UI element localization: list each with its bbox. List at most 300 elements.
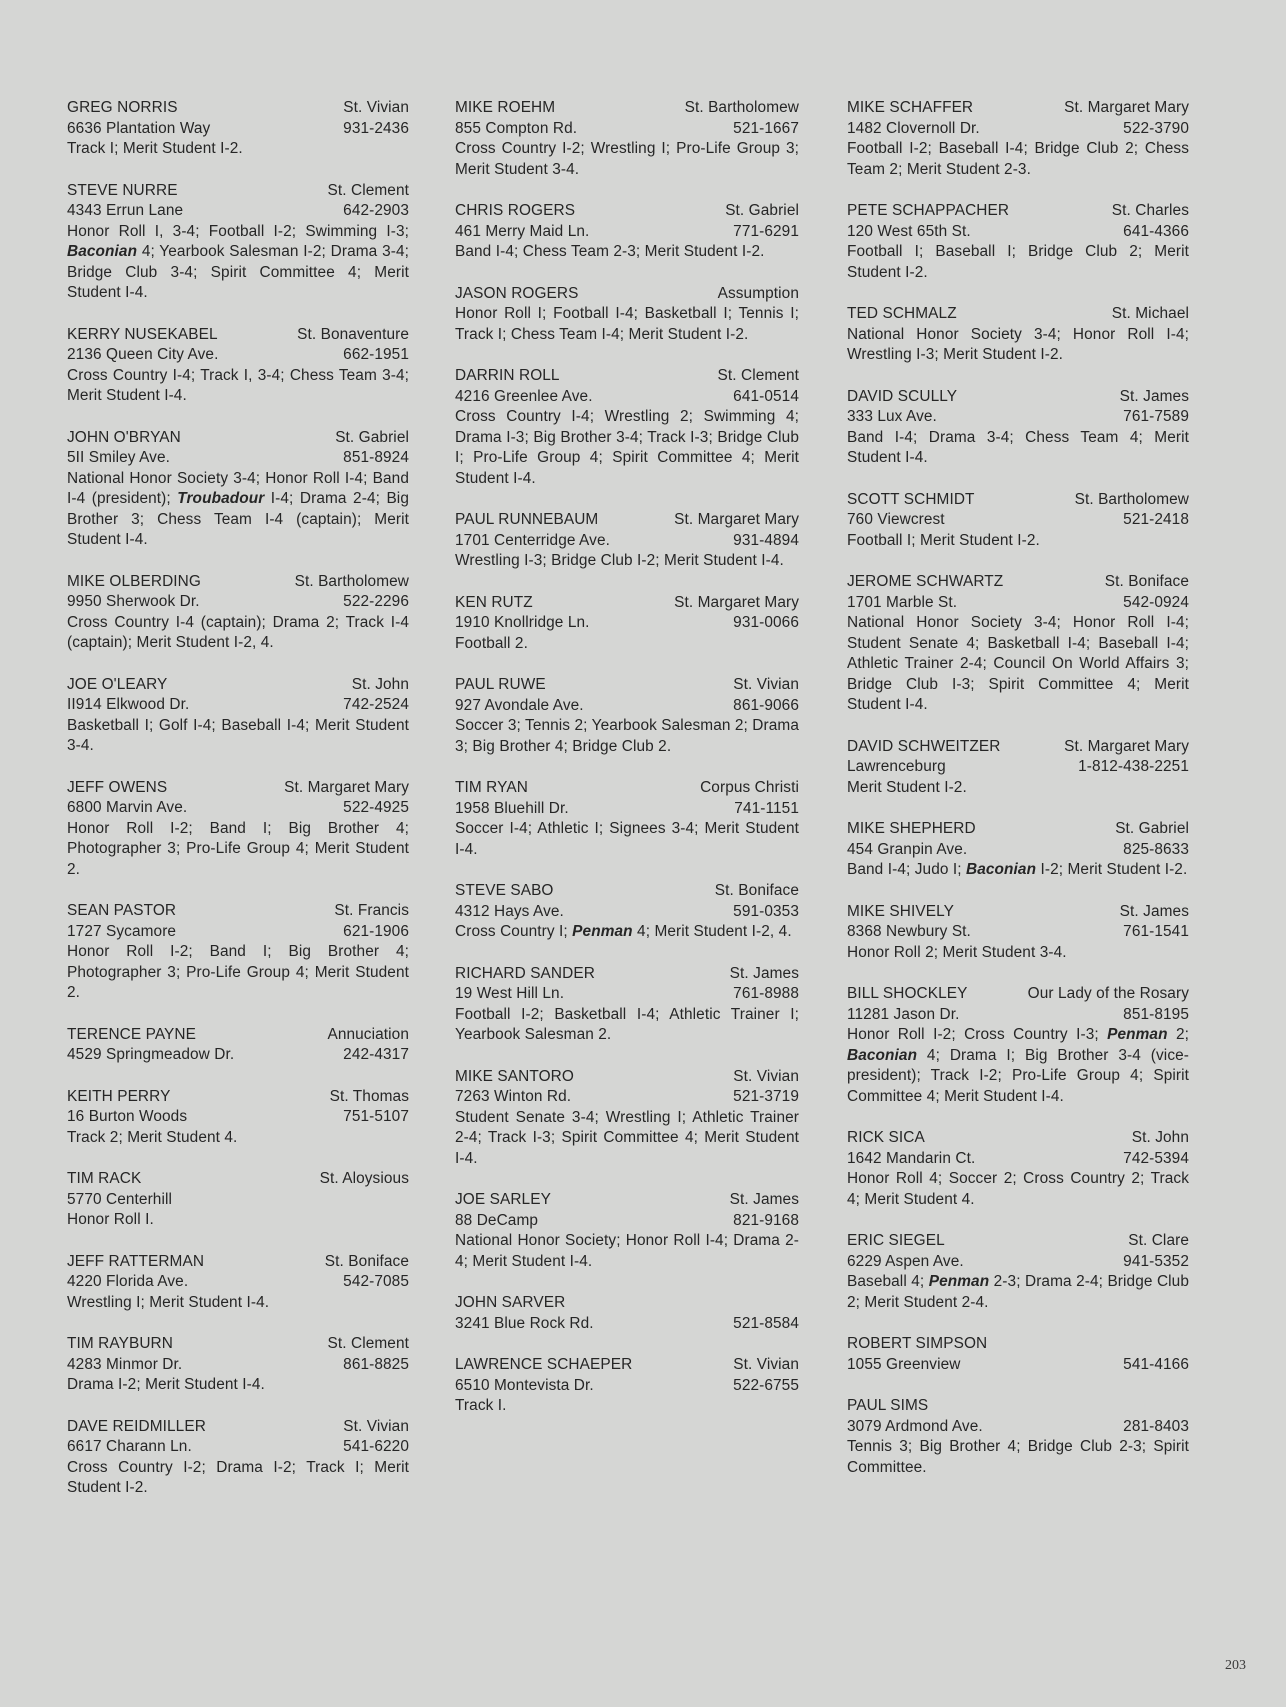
entry-line xyxy=(847,201,1189,222)
student-name: ERIC SIEGEL xyxy=(847,1232,945,1249)
student-entry xyxy=(847,819,1189,881)
street-address: 4312 Hays Ave. xyxy=(455,902,564,920)
entry-line xyxy=(455,696,799,717)
phone-number: 742-5394 xyxy=(1123,1149,1189,1167)
entry-line xyxy=(847,490,1189,511)
entry-line xyxy=(847,922,1189,943)
activities-list: Band I-4; Chess Team 2-3; Merit Student I-2. xyxy=(455,243,765,260)
phone-number: 642-2903 xyxy=(343,202,409,219)
activities-list: Wrestling I-3; Bridge Club I-2; Merit Student I-4. xyxy=(455,552,784,569)
entry-line xyxy=(67,901,409,922)
street-address: 11281 Jason Dr. xyxy=(847,1005,960,1023)
entry-line xyxy=(67,1437,409,1458)
phone-number: 821-9168 xyxy=(733,1211,799,1229)
street-address: 1958 Bluehill Dr. xyxy=(455,799,569,817)
activities-list: Wrestling I; Merit Student I-4. xyxy=(67,1293,270,1311)
street-address: Lawrenceburg xyxy=(847,758,946,775)
activities-list: National Honor Society; Honor Roll I-4; Drama 2-4; Merit Student I-4. xyxy=(455,1232,799,1270)
phone-number: 521-2418 xyxy=(1123,511,1189,528)
activities-list: Cross Country I; Penman 4; Merit Student I-2, 4. xyxy=(455,923,792,940)
street-address: 6510 Montevista Dr. xyxy=(455,1376,594,1394)
phone-number: 861-9066 xyxy=(733,696,799,714)
phone-number: 662-1951 xyxy=(343,346,409,363)
parish-name: St. John xyxy=(1131,1129,1189,1146)
student-entry xyxy=(455,778,799,860)
phone-number: 851-8924 xyxy=(343,449,409,466)
entry-line xyxy=(847,1149,1189,1170)
activities-list: Football 2. xyxy=(455,634,528,652)
street-address: 4216 Greenlee Ave. xyxy=(455,387,593,405)
parish-name: St. James xyxy=(1119,387,1189,405)
entry-line xyxy=(847,387,1189,408)
student-entry xyxy=(67,1087,409,1149)
parish-name: St. Boniface xyxy=(714,882,799,899)
entry-line xyxy=(67,1107,409,1128)
entry-line xyxy=(847,1334,1189,1355)
entry-line xyxy=(455,593,799,614)
parish-name: St. Clement xyxy=(717,367,799,384)
activities-list: Tennis 3; Big Brother 4; Bridge Club 2-3; Spirit Committee. xyxy=(847,1438,1189,1476)
entry-line xyxy=(455,1293,799,1314)
entry-line xyxy=(67,572,409,593)
student-name: TIM RACK xyxy=(67,1170,142,1187)
entry-line xyxy=(455,1376,799,1397)
student-name: JEROME SCHWARTZ xyxy=(847,573,1004,590)
parish-name: St. Michael xyxy=(1111,305,1189,322)
student-entry xyxy=(455,675,799,757)
activities-list: Basketball I; Golf I-4; Baseball I-4; Merit Student 3-4. xyxy=(67,716,409,754)
student-name: DAVID SCHWEITZER xyxy=(847,737,1001,755)
student-name: JOHN SARVER xyxy=(455,1294,566,1311)
student-name: ROBERT SIMPSON xyxy=(847,1335,988,1352)
phone-number: 522-6755 xyxy=(733,1376,799,1394)
entry-line xyxy=(847,984,1189,1005)
student-name: JASON ROGERS xyxy=(455,284,579,302)
parish-name: St. Thomas xyxy=(329,1087,409,1105)
activities-list: Football I-2; Baseball I-4; Bridge Club 2; Chess Team 2; Merit Student 2-3. xyxy=(847,140,1189,178)
street-address: 760 Viewcrest xyxy=(847,511,945,528)
student-entry xyxy=(67,572,409,654)
student-entry xyxy=(455,1190,799,1272)
parish-name: St. Vivian xyxy=(343,99,409,116)
phone-number: 522-2296 xyxy=(343,593,409,610)
activities-list: Football I; Baseball I; Bridge Club 2; Merit Student I-2. xyxy=(847,243,1189,281)
activities-list: National Honor Society 3-4; Honor Roll I-4; Band I-4 (president); Troubadour I-4; Drama 2-4; Big Brother 3; Chess Team I-4 (captain); Merit Student I-4. xyxy=(67,469,409,548)
parish-name: St. Gabriel xyxy=(725,202,799,219)
parish-name: St. Vivian xyxy=(733,1356,799,1373)
student-name: PAUL RUWE xyxy=(455,676,546,693)
entry-line xyxy=(847,222,1189,243)
entry-line xyxy=(67,448,409,469)
student-entry xyxy=(847,98,1189,180)
entry-line xyxy=(455,881,799,902)
parish-name: Corpus Christi xyxy=(700,779,799,796)
phone-number: 641-0514 xyxy=(733,387,799,405)
student-name: JOE O'LEARY xyxy=(67,675,168,693)
entry-line xyxy=(847,1355,1189,1376)
parish-name: St. Vivian xyxy=(733,676,799,693)
parish-name: St. Margaret Mary xyxy=(284,778,409,796)
entry-line xyxy=(847,119,1189,140)
student-entry xyxy=(455,964,799,1046)
entry-line xyxy=(847,407,1189,428)
street-address: 1701 Marble St. xyxy=(847,593,958,611)
entry-line xyxy=(455,902,799,923)
student-entry xyxy=(847,490,1189,552)
student-entry xyxy=(67,1334,409,1396)
parish-name: St. Margaret Mary xyxy=(674,593,799,611)
entry-line xyxy=(847,1417,1189,1438)
parish-name: St. James xyxy=(1119,902,1189,920)
student-name: MIKE OLBERDING xyxy=(67,572,201,590)
entry-line xyxy=(847,819,1189,840)
activities-list: Merit Student I-2. xyxy=(847,778,967,796)
student-name: KEN RUTZ xyxy=(455,593,533,611)
student-entry xyxy=(847,304,1189,366)
activities-list: Honor Roll I. xyxy=(67,1211,154,1228)
entry-line xyxy=(847,510,1189,531)
phone-number: 521-3719 xyxy=(733,1088,799,1105)
student-name: MIKE ROEHM xyxy=(455,99,556,116)
entry-line xyxy=(455,799,799,820)
activities-list: Honor Roll I-2; Band I; Big Brother 4; Photographer 3; Pro-Life Group 4; Merit Student 2. xyxy=(67,943,409,1001)
entry-line xyxy=(847,757,1189,778)
student-entry xyxy=(67,325,409,407)
student-name: RICHARD SANDER xyxy=(455,964,595,982)
entry-line xyxy=(455,984,799,1005)
street-address: 1482 Clovernoll Dr. xyxy=(847,119,980,137)
activities-list: Cross Country I-2; Wrestling I; Pro-Life Group 3; Merit Student 3-4. xyxy=(455,140,799,178)
student-name: JEFF RATTERMAN xyxy=(67,1252,205,1270)
phone-number: 521-1667 xyxy=(733,119,799,137)
entry-line xyxy=(67,1045,409,1066)
student-name: TIM RYAN xyxy=(455,779,528,796)
activities-list: Honor Roll I, 3-4; Football I-2; Swimming I-3; Baconian 4; Yearbook Salesman I-2; Drama 3-4; Bridge Club 3-4; Spirit Committee 4; Merit Student I-4. xyxy=(67,222,409,301)
entry-line xyxy=(847,98,1189,119)
entry-line xyxy=(847,593,1189,614)
student-entry xyxy=(67,778,409,881)
activities-list: Football I-2; Basketball I-4; Athletic Trainer I; Yearbook Salesman 2. xyxy=(455,1005,799,1043)
activities-list: Honor Roll I; Football I-4; Basketball I; Tennis I; Track I; Chess Team I-4; Merit Student I-2. xyxy=(455,305,799,343)
street-address: 7263 Winton Rd. xyxy=(455,1088,572,1105)
student-name: SCOTT SCHMIDT xyxy=(847,490,975,508)
street-address: 855 Compton Rd. xyxy=(455,119,578,137)
parish-name: St. Bartholomew xyxy=(1074,490,1189,508)
student-entry xyxy=(455,1293,799,1334)
student-name: KEITH PERRY xyxy=(67,1087,171,1105)
street-address: II914 Elkwood Dr. xyxy=(67,696,190,713)
parish-name: St. John xyxy=(351,675,409,693)
student-entry xyxy=(847,902,1189,964)
phone-number: 1-812-438-2251 xyxy=(1078,758,1189,775)
student-entry xyxy=(67,98,409,160)
entry-line xyxy=(67,1169,409,1190)
student-name: MIKE SCHAFFER xyxy=(847,99,974,116)
entry-line xyxy=(67,1252,409,1273)
entry-line xyxy=(67,201,409,222)
phone-number: 825-8633 xyxy=(1123,840,1189,858)
phone-number: 522-4925 xyxy=(343,799,409,816)
student-entry xyxy=(455,881,799,943)
street-address: 461 Merry Maid Ln. xyxy=(455,222,590,240)
student-name: KERRY NUSEKABEL xyxy=(67,325,218,343)
entry-line xyxy=(455,964,799,985)
student-entry xyxy=(847,1231,1189,1313)
phone-number: 931-4894 xyxy=(733,531,799,549)
activities-list: Cross Country I-4; Wrestling 2; Swimming 4; Drama I-3; Big Brother 3-4; Track I-3; Bridge Club I; Pro-Life Group 4; Spirit Committee 4; Merit Student I-4. xyxy=(455,408,799,487)
activities-list: Baseball 4; Penman 2-3; Drama 2-4; Bridge Club 2; Merit Student 2-4. xyxy=(847,1273,1190,1311)
activities-list: Cross Country I-4 (captain); Drama 2; Track I-4 (captain); Merit Student I-2, 4. xyxy=(67,613,409,651)
student-entry xyxy=(67,901,409,1004)
parish-name: St. Margaret Mary xyxy=(674,511,799,528)
street-address: 6636 Plantation Way xyxy=(67,119,211,137)
student-entry xyxy=(847,201,1189,283)
entry-line xyxy=(455,222,799,243)
parish-name: St. Charles xyxy=(1111,202,1189,219)
entry-line xyxy=(67,1417,409,1438)
entry-line xyxy=(67,922,409,943)
street-address: 4529 Springmeadow Dr. xyxy=(67,1046,235,1063)
entry-line xyxy=(847,304,1189,325)
activities-list: Honor Roll 2; Merit Student 3-4. xyxy=(847,943,1067,961)
student-name: TED SCHMALZ xyxy=(847,305,957,322)
phone-number: 742-2524 xyxy=(343,696,409,713)
student-entry xyxy=(455,98,799,180)
student-entry xyxy=(455,201,799,263)
entry-line xyxy=(455,119,799,140)
parish-name: St. Vivian xyxy=(343,1417,409,1435)
student-entry xyxy=(847,984,1189,1107)
activities-list: Football I; Merit Student I-2. xyxy=(847,531,1040,549)
column-2 xyxy=(455,98,799,1438)
street-address: 1910 Knollridge Ln. xyxy=(455,614,590,631)
activities-list: Band I-4; Judo I; Baconian I-2; Merit Student I-2. xyxy=(847,861,1188,878)
street-address: 1727 Sycamore xyxy=(67,922,177,940)
entry-line xyxy=(455,201,799,222)
student-name: PAUL RUNNEBAUM xyxy=(455,511,599,528)
entry-line xyxy=(67,428,409,449)
phone-number: 941-5352 xyxy=(1123,1252,1189,1270)
phone-number: 542-0924 xyxy=(1123,593,1189,611)
entry-line xyxy=(67,1025,409,1046)
entry-line xyxy=(455,98,799,119)
student-entry xyxy=(455,1355,799,1417)
entry-line xyxy=(67,325,409,346)
entry-line xyxy=(847,840,1189,861)
entry-line xyxy=(67,592,409,613)
phone-number: 621-1906 xyxy=(343,922,409,940)
phone-number: 521-8584 xyxy=(733,1314,799,1332)
street-address: 2136 Queen City Ave. xyxy=(67,346,219,363)
entry-line xyxy=(455,778,799,799)
phone-number: 242-4317 xyxy=(343,1046,409,1063)
activities-list: Honor Roll I-2; Cross Country I-3; Penman 2; Baconian 4; Drama I; Big Brother 3-4 (vice-president); Track I-2; Pro-Life Group 4; Spirit Committee 4; Merit Student I-4. xyxy=(847,1026,1189,1105)
entry-line xyxy=(67,1190,409,1211)
street-address: 1055 Greenview xyxy=(847,1355,961,1373)
student-name: DAVID SCULLY xyxy=(847,387,958,405)
phone-number: 761-1541 xyxy=(1123,923,1189,940)
student-name: BILL SHOCKLEY xyxy=(847,985,968,1002)
student-name: STEVE NURRE xyxy=(67,181,178,199)
street-address: 1701 Centerridge Ave. xyxy=(455,531,610,549)
entry-line xyxy=(67,695,409,716)
street-address: 8368 Newbury St. xyxy=(847,923,971,940)
activities-list: Cross Country I-4; Track I, 3-4; Chess Team 3-4; Merit Student I-4. xyxy=(67,366,409,404)
parish-name: St. Aloysious xyxy=(319,1170,409,1187)
parish-name: St. Boniface xyxy=(1104,573,1189,590)
street-address: 3079 Ardmond Ave. xyxy=(847,1417,983,1435)
student-name: STEVE SABO xyxy=(455,882,554,899)
parish-name: St. James xyxy=(729,964,799,982)
street-address: 3241 Blue Rock Rd. xyxy=(455,1314,594,1332)
student-entry xyxy=(67,1417,409,1499)
student-entry xyxy=(455,1067,799,1170)
activities-list: Soccer I-4; Athletic I; Signees 3-4; Merit Student I-4. xyxy=(455,820,799,858)
activities-list: Drama I-2; Merit Student I-4. xyxy=(67,1376,265,1393)
phone-number: 541-4166 xyxy=(1123,1355,1189,1373)
entry-line xyxy=(455,1190,799,1211)
phone-number: 761-7589 xyxy=(1123,408,1189,425)
student-entry xyxy=(67,181,409,304)
student-name: CHRIS ROGERS xyxy=(455,202,576,219)
street-address: 4343 Errun Lane xyxy=(67,202,184,219)
activities-list: Track I; Merit Student I-2. xyxy=(67,140,243,157)
student-name: SEAN PASTOR xyxy=(67,902,177,919)
entry-line xyxy=(67,119,409,140)
entry-line xyxy=(455,1355,799,1376)
entry-line xyxy=(455,613,799,634)
activities-list: National Honor Society 3-4; Honor Roll I-4; Student Senate 4; Basketball I-4; Baseball I-4; Athletic Trainer 2-4; Council On World Affairs 3; Bridge Club I-3; Spirit Committee 4; Merit Student I-4. xyxy=(847,614,1189,713)
parish-name: St. James xyxy=(729,1191,799,1208)
student-name: MIKE SHIVELY xyxy=(847,902,954,920)
activities-list: Soccer 3; Tennis 2; Yearbook Salesman 2; Drama 3; Big Brother 4; Bridge Club 2. xyxy=(455,717,799,755)
activities-list: Student Senate 3-4; Wrestling I; Athletic Trainer 2-4; Track I-3; Spirit Committee 4; Merit Student I-4. xyxy=(455,1108,799,1167)
student-name: DARRIN ROLL xyxy=(455,367,560,384)
phone-number: 541-6220 xyxy=(343,1438,409,1455)
student-entry xyxy=(455,366,799,489)
street-address: 927 Avondale Ave. xyxy=(455,696,584,714)
street-address: 6800 Marvin Ave. xyxy=(67,799,188,816)
entry-line xyxy=(67,675,409,696)
student-name: JOE SARLEY xyxy=(455,1191,551,1208)
student-entry xyxy=(847,572,1189,716)
parish-name: St. Vivian xyxy=(733,1067,799,1085)
student-name: DAVE REIDMILLER xyxy=(67,1417,206,1435)
student-entry xyxy=(847,1396,1189,1478)
column-3 xyxy=(847,98,1189,1499)
student-entry xyxy=(455,284,799,346)
parish-name: St. Margaret Mary xyxy=(1064,737,1189,755)
entry-line xyxy=(67,1334,409,1355)
student-name: JOHN O'BRYAN xyxy=(67,428,181,446)
phone-number: 931-2436 xyxy=(343,119,409,137)
student-entry xyxy=(67,1025,409,1066)
entry-line xyxy=(455,284,799,305)
student-entry xyxy=(847,1334,1189,1375)
student-entry xyxy=(847,737,1189,799)
entry-line xyxy=(455,1314,799,1335)
street-address: 6229 Aspen Ave. xyxy=(847,1252,964,1270)
student-name: RICK SICA xyxy=(847,1129,925,1146)
phone-number: 761-8988 xyxy=(733,985,799,1002)
parish-name: St. Boniface xyxy=(324,1252,409,1270)
student-name: PETE SCHAPPACHER xyxy=(847,202,1010,219)
entry-line xyxy=(847,1396,1189,1417)
phone-number: 931-0066 xyxy=(733,614,799,631)
phone-number: 751-5107 xyxy=(343,1108,409,1125)
phone-number: 851-8195 xyxy=(1123,1005,1189,1023)
street-address: 120 West 65th St. xyxy=(847,222,971,240)
activities-list: National Honor Society 3-4; Honor Roll I-4; Wrestling I-3; Merit Student I-2. xyxy=(847,325,1189,363)
street-address: 333 Lux Ave. xyxy=(847,408,937,425)
activities-list: Honor Roll I-2; Band I; Big Brother 4; Photographer 3; Pro-Life Group 4; Merit Student 2. xyxy=(67,819,409,878)
activities-list: Band I-4; Drama 3-4; Chess Team 4; Merit Student I-4. xyxy=(847,428,1189,466)
phone-number: 861-8825 xyxy=(343,1355,409,1373)
street-address: 16 Burton Woods xyxy=(67,1108,188,1125)
entry-line xyxy=(455,1211,799,1232)
student-entry xyxy=(847,1128,1189,1210)
student-entry xyxy=(67,1169,409,1231)
street-address: 454 Granpin Ave. xyxy=(847,840,968,858)
parish-name: St. Bartholomew xyxy=(294,572,409,590)
student-name: LAWRENCE SCHAEPER xyxy=(455,1356,633,1373)
parish-name: Annuciation xyxy=(327,1025,409,1043)
phone-number: 281-8403 xyxy=(1123,1417,1189,1435)
entry-line xyxy=(455,675,799,696)
activities-list: Track 2; Merit Student 4. xyxy=(67,1128,238,1146)
entry-line xyxy=(67,181,409,202)
student-entry xyxy=(67,428,409,551)
entry-line xyxy=(67,1087,409,1108)
parish-name: St. Bartholomew xyxy=(684,99,799,116)
phone-number: 771-6291 xyxy=(733,222,799,240)
street-address: 19 West Hill Ln. xyxy=(455,985,565,1002)
entry-line xyxy=(847,1231,1189,1252)
column-1 xyxy=(67,98,409,1520)
student-name: TERENCE PAYNE xyxy=(67,1025,197,1043)
parish-name: St. Gabriel xyxy=(335,428,409,446)
phone-number: 522-3790 xyxy=(1123,119,1189,137)
phone-number: 591-0353 xyxy=(733,902,799,920)
street-address: 6617 Charann Ln. xyxy=(67,1438,192,1455)
activities-list: Cross Country I-2; Drama I-2; Track I; Merit Student I-2. xyxy=(67,1458,409,1496)
parish-name: St. Clement xyxy=(327,1335,409,1352)
street-address: 5770 Centerhill xyxy=(67,1190,173,1208)
entry-line xyxy=(847,737,1189,758)
student-name: PAUL SIMS xyxy=(847,1397,929,1414)
parish-name: Assumption xyxy=(717,284,799,302)
entry-line xyxy=(847,1252,1189,1273)
street-address: 5II Smiley Ave. xyxy=(67,449,171,466)
phone-number: 542-7085 xyxy=(343,1273,409,1290)
street-address: 1642 Mandarin Ct. xyxy=(847,1149,976,1167)
entry-line xyxy=(67,1355,409,1376)
student-name: GREG NORRIS xyxy=(67,99,178,116)
student-name: JEFF OWENS xyxy=(67,778,168,796)
activities-list: Track I. xyxy=(455,1397,507,1414)
entry-line xyxy=(847,1128,1189,1149)
entry-line xyxy=(67,778,409,799)
entry-line xyxy=(455,366,799,387)
parish-name: St. Gabriel xyxy=(1115,820,1189,837)
activities-list: Honor Roll 4; Soccer 2; Cross Country 2; Track 4; Merit Student 4. xyxy=(847,1170,1189,1208)
entry-line xyxy=(847,572,1189,593)
parish-name: St. Francis xyxy=(334,902,409,919)
student-entry xyxy=(67,675,409,757)
entry-line xyxy=(455,1087,799,1108)
parish-name: St. Bonaventure xyxy=(297,325,409,343)
parish-name: St. Clare xyxy=(1128,1232,1189,1249)
